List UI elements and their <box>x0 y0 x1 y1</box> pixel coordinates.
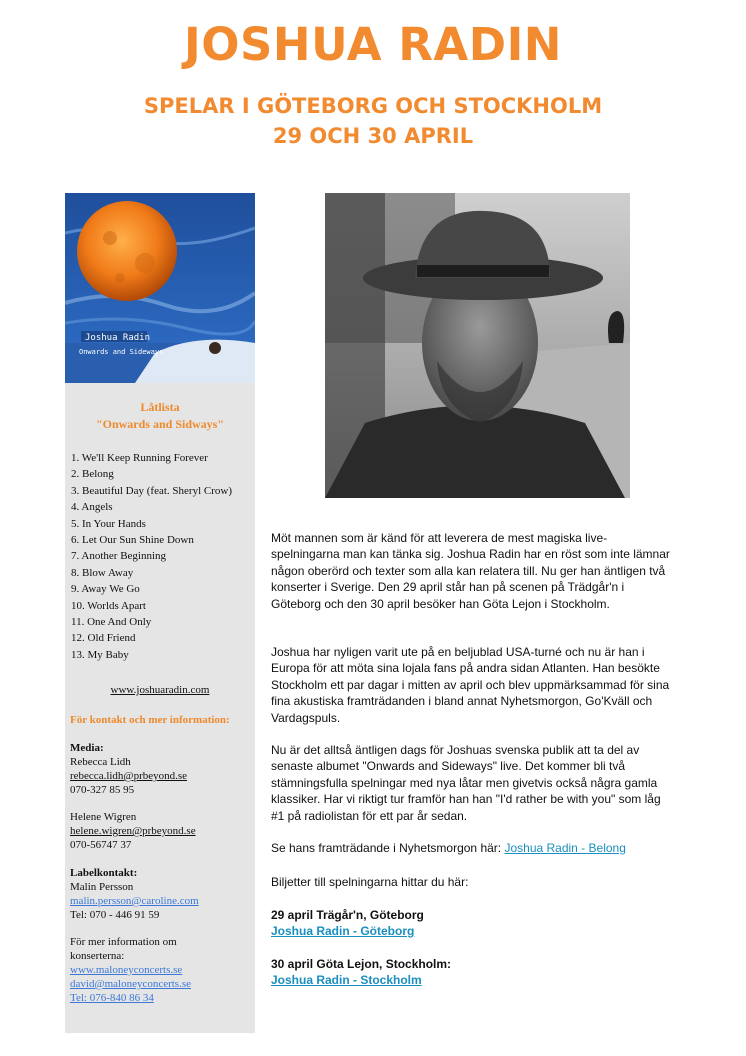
article-text: Nu är det alltså äntligen dags för Joshuas svenska publik att ta del av senaste albumet "Onwards and Sideways" live. Det kommer bli två stämningsfulla spelningar med nya låtar men givetvis också några gamla klassiker. Har vi riktigt tur framför han han "I'd rather be with you" som låg #1 på radiolistan för ett par år sedan. <box>271 743 661 823</box>
tickets-text: Biljetter till spelningarna hittar du här: <box>271 875 469 889</box>
artist-photo <box>325 193 630 498</box>
list-item: 5. In Your Hands <box>71 517 146 530</box>
album-cover-artist: Joshua Radin <box>85 333 151 343</box>
article-text: Möt mannen som är känd för att leverera de mest magiska live-spelningarna man kan tänka sig. Joshua Radin har en röst som inte lämnar någon oberörd och texter som alla kan relatera till. Nu ger han äntligen två konserter i Sverige. Den 29 april står han på scenen på Trädgår'n i Göteborg och den 30 april besöker han Göta Lejon i Stockholm. <box>271 531 670 611</box>
media2-phone: 070-56747 37 <box>70 839 132 851</box>
gig-stockholm <box>271 956 671 989</box>
article-paragraph-intro <box>271 530 671 612</box>
concert-info-text-2: konserterna: <box>70 950 125 962</box>
album-title: "Onwards and Sidways" <box>95 417 225 431</box>
media2-contact <box>70 810 196 852</box>
media-phone: 070-327 85 95 <box>70 784 135 796</box>
list-item: 8. Blow Away <box>71 566 134 579</box>
gig-goteborg <box>271 907 671 940</box>
gig-stockholm-title: 30 april Göta Lejon, Stockholm: <box>271 957 452 971</box>
list-item: 4. Angels <box>71 501 113 514</box>
concert-site-link[interactable]: www.maloneyconcerts.se <box>70 964 183 976</box>
article-paragraph-tickets <box>271 874 671 890</box>
list-item: 3. Beautiful Day (feat. Sheryl Crow) <box>71 484 232 497</box>
list-item: 12. Old Friend <box>71 632 136 645</box>
list-item: 1. We'll Keep Running Forever <box>71 452 208 464</box>
subtitle-dates: 29 OCH 30 APRIL <box>272 124 474 148</box>
article-paragraph-album <box>271 742 671 824</box>
media-name: Rebecca Lidh <box>70 756 131 768</box>
media-contact <box>70 741 187 797</box>
article-paragraph-tour <box>271 644 671 726</box>
video-link[interactable]: Joshua Radin - Belong <box>504 841 626 855</box>
contact-heading: För kontakt och mer information: <box>70 714 230 726</box>
label-contact <box>70 866 199 922</box>
list-item: 13. My Baby <box>71 648 129 661</box>
list-item: 11. One And Only <box>71 615 152 628</box>
subtitle-venues: SPELAR I GÖTEBORG OCH STOCKHOLM <box>143 94 603 118</box>
gig-goteborg-title: 29 april Trägår'n, Göteborg <box>271 908 424 922</box>
list-item: 2. Belong <box>71 468 114 481</box>
article-text: Joshua har nyligen varit ute på en beljublad USA-turné och nu är han i Europa för att möta sina lojala fans på andra sidan Atlanten. Han besökte Stockholm ett par dagar i mitten av april och blev uppmärksammad för sina fina akustiska framträdanden i bland annat Nyhetsmorgon, Go'Kväll och Vardagspuls. <box>271 645 670 725</box>
concert-phone-link[interactable]: Tel: 076-840 86 34 <box>70 992 154 1004</box>
sidebar <box>65 193 255 1033</box>
album-cover <box>65 193 255 383</box>
artist-photo-art <box>325 193 630 498</box>
list-item: 10. Worlds Apart <box>71 599 146 612</box>
gig-goteborg-link[interactable]: Joshua Radin - Göteborg <box>271 924 415 939</box>
label-contact-name: Malin Persson <box>70 881 134 893</box>
video-text: Se hans framträdande i Nyhetsmorgon här: <box>271 841 505 855</box>
concert-email-link[interactable]: david@maloneyconcerts.se <box>70 978 192 990</box>
gig-stockholm-link[interactable]: Joshua Radin - Stockholm <box>271 973 422 988</box>
website-link[interactable]: www.joshuaradin.com <box>110 684 210 696</box>
label-contact-label: Labelkontakt: <box>70 867 138 879</box>
media2-email-link[interactable]: helene.wigren@prbeyond.se <box>70 825 196 837</box>
media-email-link[interactable]: rebecca.lidh@prbeyond.se <box>70 770 188 782</box>
concert-info-text: För mer information om <box>70 936 177 948</box>
media2-name: Helene Wigren <box>70 811 137 823</box>
album-cover-art <box>65 193 255 383</box>
concert-contact <box>70 935 191 1005</box>
tracklist-heading: Låtlista <box>140 400 180 414</box>
label-email-link[interactable]: malin.persson@caroline.com <box>70 895 199 907</box>
list-item: 7. Another Beginning <box>71 550 167 563</box>
label-phone: Tel: 070 - 446 91 59 <box>70 909 160 921</box>
list-item: 6. Let Our Sun Shine Down <box>71 533 194 546</box>
track-list <box>71 450 232 663</box>
album-cover-title: Onwards and Sideways <box>79 348 164 356</box>
media-label: Media: <box>70 742 104 754</box>
page-title: JOSHUA RADIN <box>184 18 562 71</box>
article-paragraph-video <box>271 840 671 856</box>
list-item: 9. Away We Go <box>71 583 140 596</box>
